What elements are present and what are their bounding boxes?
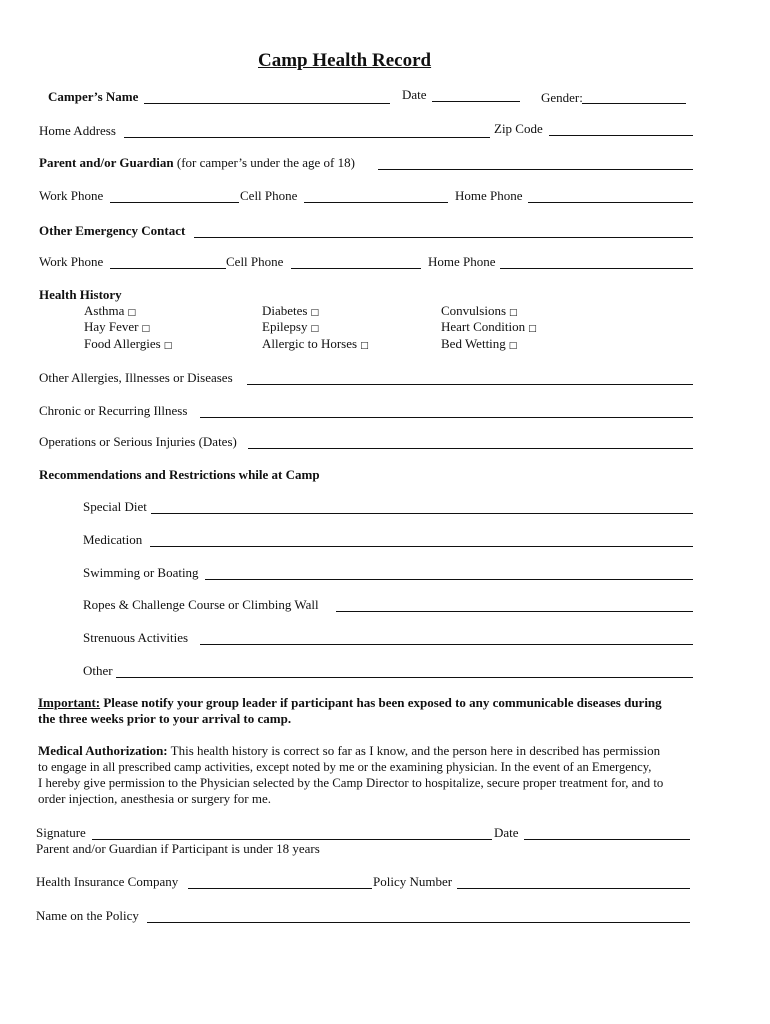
food-allergies-label: Food Allergies [84,336,161,351]
operations-field[interactable] [248,436,693,449]
important-text-1: Please notify your group leader if participant has been exposed to any communicable diseases during [103,695,662,710]
checkbox-icon[interactable]: □ [509,308,518,318]
diabetes-label: Diabetes [262,303,308,318]
asthma-label: Asthma [84,303,125,318]
cell-phone-field[interactable] [304,190,448,203]
medical-auth-text-2: to engage in all prescribed camp activities, except noted by me or the examining physician. In the event of an Emergency, [38,760,652,774]
signature-date-label: Date [494,825,519,840]
important-notice-line1 [38,695,662,711]
medical-auth-text-3: I hereby give permission to the Physician selected by the Camp Director to hospitalize, secure proper treatment for, and to [38,776,664,790]
medical-auth-label: Medical Authorization: [38,743,168,758]
heart-condition-label: Heart Condition [441,319,526,334]
date-field[interactable] [432,89,520,102]
checkbox-icon[interactable]: □ [141,324,151,334]
camper-name-field[interactable] [144,91,390,104]
emergency-contact-label: Other Emergency Contact [39,223,186,238]
date-label: Date [402,87,427,102]
policy-number-field[interactable] [457,876,690,889]
signature-label: Signature [36,825,86,840]
page-title: Camp Health Record [258,50,432,71]
parent-guardian-label: Parent and/or Guardian [39,155,174,170]
home-phone-label: Home Phone [455,188,523,203]
allergic-horses-label: Allergic to Horses [262,336,358,351]
medication-label: Medication [83,532,143,547]
checkbox-food-allergies[interactable] [84,336,172,354]
gender-field[interactable] [582,91,686,104]
hay-fever-label: Hay Fever [84,319,139,334]
ropes-field[interactable] [336,599,693,612]
cell-phone-label-2: Cell Phone [226,254,284,269]
medical-auth-line1 [38,743,660,759]
signature-date-field[interactable] [524,827,690,840]
camper-name-label: Camper’s Name [48,89,139,104]
work-phone-label-2: Work Phone [39,254,104,269]
medication-field[interactable] [150,534,693,547]
checkbox-hay-fever[interactable] [84,319,150,337]
other-allergies-field[interactable] [247,372,693,385]
gender-label: Gender: [541,90,583,105]
recommendations-heading: Recommendations and Restrictions while at Camp [39,467,320,482]
work-phone-field[interactable] [110,190,239,203]
parent-guardian-row [39,155,355,171]
chronic-illness-field[interactable] [200,405,693,418]
strenuous-label: Strenuous Activities [83,630,189,645]
checkbox-icon[interactable]: □ [360,341,369,351]
important-text-2: the three weeks prior to your arrival to camp. [38,711,292,726]
checkbox-icon[interactable]: □ [163,341,173,351]
strenuous-field[interactable] [200,632,693,645]
policy-name-field[interactable] [147,910,690,923]
bed-wetting-label: Bed Wetting [441,336,506,351]
health-history-heading: Health History [39,287,122,302]
zip-code-label: Zip Code [494,121,543,136]
checkbox-heart-condition[interactable] [441,319,537,337]
policy-number-label: Policy Number [373,874,453,889]
operations-label: Operations or Serious Injuries (Dates) [39,434,237,449]
checkbox-icon[interactable]: □ [528,324,537,334]
parent-guardian-field[interactable] [378,157,693,170]
checkbox-epilepsy[interactable] [262,319,319,337]
work-phone-label: Work Phone [39,188,104,203]
checkbox-icon[interactable]: □ [310,308,319,318]
ropes-label: Ropes & Challenge Course or Climbing Wall [83,597,319,612]
work-phone-field-2[interactable] [110,256,226,269]
zip-code-field[interactable] [549,123,693,136]
home-address-field[interactable] [124,125,490,138]
home-address-label: Home Address [39,123,116,138]
home-phone-field-2[interactable] [500,256,693,269]
medical-auth-text-4: order injection, anesthesia or surgery for me. [38,791,271,806]
signature-field[interactable] [92,827,492,840]
parent-guardian-note: (for camper’s under the age of 18) [176,155,355,170]
special-diet-label: Special Diet [83,499,147,514]
other-allergies-label: Other Allergies, Illnesses or Diseases [39,370,233,385]
other-field[interactable] [116,665,693,678]
swimming-field[interactable] [205,567,693,580]
epilepsy-label: Epilepsy [262,319,308,334]
checkbox-icon[interactable]: □ [310,324,320,334]
chronic-illness-label: Chronic or Recurring Illness [39,403,188,418]
convulsions-label: Convulsions [441,303,507,318]
cell-phone-label: Cell Phone [240,188,298,203]
policy-name-label: Name on the Policy [36,908,139,923]
special-diet-field[interactable] [151,501,693,514]
signature-note: Parent and/or Guardian if Participant is under 18 years [36,841,320,856]
other-label: Other [83,663,113,678]
insurance-company-field[interactable] [188,876,372,889]
home-phone-label-2: Home Phone [428,254,496,269]
medical-auth-text-1: This health history is correct so far as I know, and the person here in described has permission [170,743,661,758]
cell-phone-field-2[interactable] [291,256,421,269]
insurance-company-label: Health Insurance Company [36,874,179,889]
checkbox-icon[interactable]: □ [127,308,136,318]
swimming-label: Swimming or Boating [83,565,199,580]
important-label: Important: [38,695,101,710]
checkbox-icon[interactable]: □ [508,341,518,351]
home-phone-field[interactable] [528,190,693,203]
checkbox-allergic-horses[interactable] [262,336,369,354]
emergency-contact-field[interactable] [194,225,693,238]
checkbox-bed-wetting[interactable] [441,336,517,354]
